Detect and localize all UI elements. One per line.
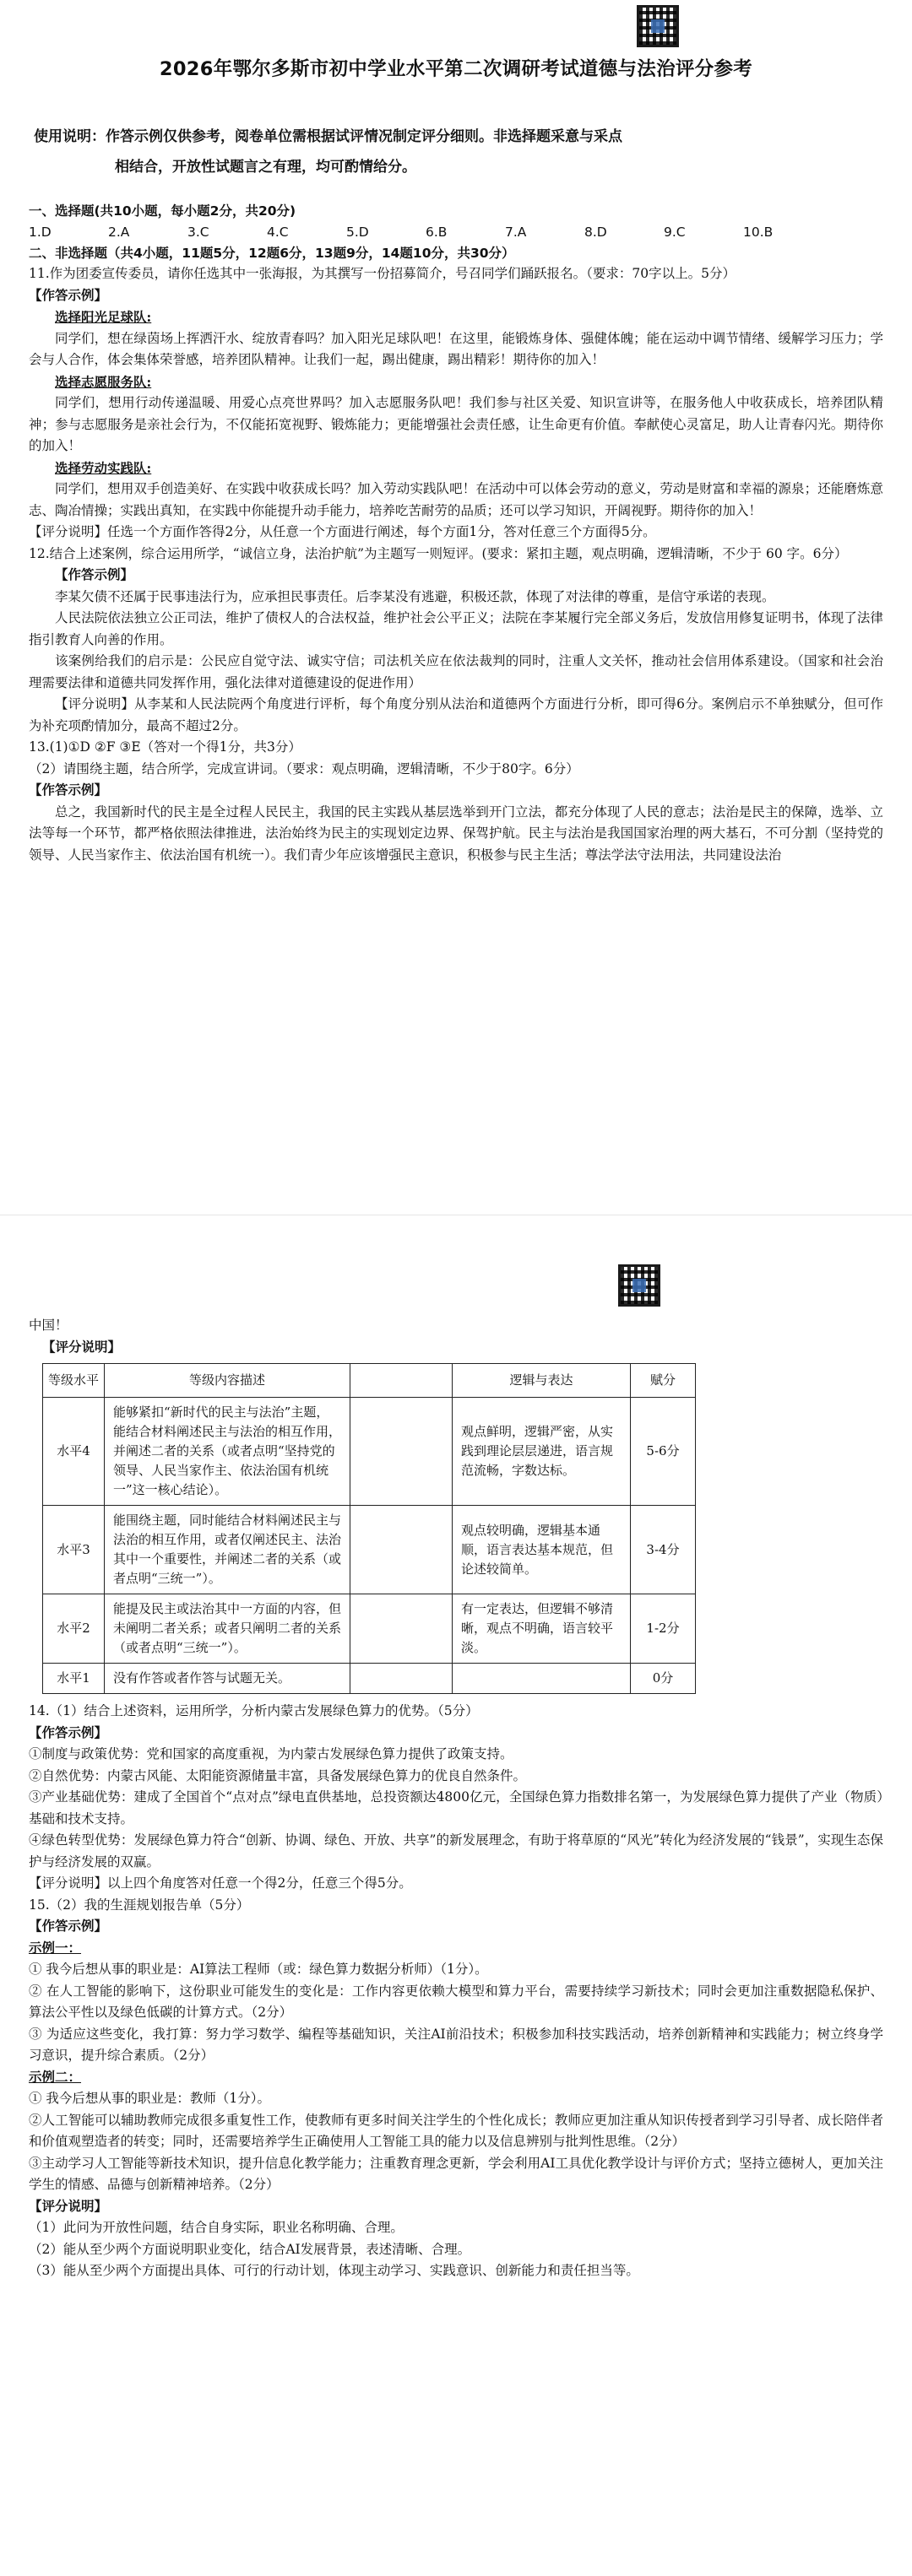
table-gap-cell: [350, 1364, 453, 1398]
option-title-football: 选择阳光足球队:: [55, 309, 152, 325]
example-2-item: ②人工智能可以辅助教师完成很多重复性工作，使教师有更多时间关注学生的个性化成长；教师应更加注重从知识传授者到学习引导者、成长陪伴者和价值观塑造者的转变；同时，还需要培养学生正确使用人工智能工具的能力以及信息辨别与批判性思维。（2分）: [29, 2112, 883, 2149]
example-1-item: ① 我今后想从事的职业是：AI算法工程师（或：绿色算力数据分析师）（1分）。: [29, 1962, 488, 1977]
choice-answers: [29, 221, 883, 243]
instruction-line: 使用说明：作答示例仅供参考，阅卷单位需根据试评情况制定评分细则。非选择题采意与采点: [34, 128, 622, 145]
question-13-part-1: 13.(1)①D ②F ③E（答对一个得1分，共3分）: [29, 739, 301, 755]
usage-instructions: [29, 122, 883, 182]
q12-paragraph: 人民法院依法独立公正司法，维护了债权人的合法权益，维护社会公平正义；法院在李某履行完全部义务后，发放信用修复证明书，体现了法律指引教育人向善的作用。: [29, 610, 883, 647]
final-scoring-item: （2）能从至少两个方面说明职业变化，结合AI发展背景，表述清晰、合理。: [29, 2241, 471, 2257]
q12-paragraph: 该案例给我们的启示是：公民应自觉守法、诚实守信；司法机关应在依法裁判的同时，注重人文关怀，推动社会信用体系建设。（国家和社会治理需要法律和道德共同发挥作用，强化法律对道德建设的促进作用）: [29, 653, 883, 690]
example-1-title: 示例一：: [29, 1940, 82, 1956]
table-row: [43, 1594, 696, 1664]
question-12: 12.结合上述案例，综合运用所学，“诚信立身，法治护航”为主题写一则短评。(要求：紧扣主题，观点明确，逻辑清晰，不少于 60 字。6分）: [29, 545, 848, 561]
example-1-item: ② 在人工智能的影响下，这份职业可能发生的变化是：工作内容更依赖大模型和算力平台，需要持续学习新技术；同时会更加注重数据隐私保护、算法公平性以及绿色低碳的计算方式。（2分）: [29, 1983, 883, 2020]
qr-code-icon: [637, 5, 679, 47]
example-label: 【作答示例】: [29, 287, 108, 303]
q14-scoring-note: 【评分说明】以上四个角度答对任意一个得2分，任意三个得5分。: [29, 1875, 412, 1891]
answer-item: 10.B: [743, 225, 774, 240]
answer-item: 5.D: [346, 225, 369, 240]
score-cell: 1-2分: [631, 1594, 696, 1664]
instruction-line: 相结合，开放性试题言之有理，均可酌情给分。: [115, 159, 416, 176]
level-cell: 水平3: [43, 1506, 105, 1594]
logic-cell: 观点鲜明，逻辑严密，从实践到理论层层递进，语言规范流畅，字数达标。: [453, 1398, 631, 1506]
table-header-cell: 赋分: [631, 1364, 696, 1398]
question-15: 15.（2）我的生涯规划报告单（5分）: [29, 1897, 250, 1913]
table-header-row: [43, 1364, 696, 1398]
example-label: 【作答示例】: [29, 782, 108, 798]
level-cell: 水平1: [43, 1664, 105, 1694]
answer-item: 3.C: [187, 225, 209, 240]
answer-item: 7.A: [505, 225, 527, 240]
answer-item: 8.D: [584, 225, 607, 240]
table-row: [43, 1506, 696, 1594]
q14-item: ③产业基础优势：建成了全国首个“点对点”绿电直供基地，总投资额达4800亿元，全国绿色算力指数排名第一，为发展绿色算力提供了产业（物质）基础和技术支持。: [29, 1789, 883, 1826]
example-label: 【作答示例】: [29, 1724, 108, 1740]
answer-item: 1.D: [29, 225, 52, 240]
desc-cell: 没有作答或者作答与试题无关。: [105, 1664, 350, 1694]
desc-cell: 能围绕主题，同时能结合材料阐述民主与法治的相互作用，或者仅阐述民主、法治其中一个重要性，并阐述二者的关系（或者点明“三统一”）。: [105, 1506, 350, 1594]
section-1-title: 一、选择题(共10小题，每小题2分，共20分): [29, 203, 296, 219]
question-13-part-2: （2）请围绕主题，结合所学，完成宣讲词。（要求：观点明确，逻辑清晰，不少于80字。6分）: [29, 760, 579, 777]
rubric-table: [42, 1363, 696, 1694]
example-2-item: ① 我今后想从事的职业是：教师（1分）。: [29, 2091, 271, 2106]
table-header-cell: 等级水平: [43, 1364, 105, 1398]
answer-item: 2.A: [108, 225, 130, 240]
q12-scoring-note: 【评分说明】从李某和人民法院两个角度进行评析，每个角度分别从法治和道德两个方面进行分析，即可得6分。案例启示不单独赋分，但可作为补充项酌情加分，最高不超过2分。: [29, 696, 883, 733]
section-2-title: 二、非选择题（共4小题，11题5分，12题6分，13题9分，14题10分，共30分）: [29, 246, 515, 261]
page-two: [0, 1215, 912, 2576]
answer-item: 4.C: [267, 225, 289, 240]
desc-cell: 能够紧扣“新时代的民主与法治”主题，能结合材料阐述民主与法治的相互作用，并阐述二者的关系（或者点明“坚持党的领导、人民当家作主、依法治国有机统一”这一核心结论）。: [105, 1398, 350, 1506]
score-cell: 3-4分: [631, 1506, 696, 1594]
logic-cell: [453, 1664, 631, 1694]
logic-cell: 有一定表达，但逻辑不够清晰，观点不明确，语言较平淡。: [453, 1594, 631, 1664]
option-title-labor: 选择劳动实践队:: [55, 459, 152, 476]
table-row: [43, 1398, 696, 1506]
logic-cell: 观点较明确，逻辑基本通顺，语言表达基本规范，但论述较简单。: [453, 1506, 631, 1594]
example-2-item: ③主动学习人工智能等新技术知识，提升信息化教学能力；注重教育理念更新，学会利用AI工具优化教学设计与评价方式；坚持立德树人，更加关注学生的情感、品德与创新精神培养。（2分）: [29, 2155, 883, 2192]
score-cell: 5-6分: [631, 1398, 696, 1506]
q13-answer-text: 总之，我国新时代的民主是全过程人民民主，我国的民主实践从基层选举到开门立法，都充分体现了人民的意志；法治是民主的保障，选举、立法等每一个环节，都严格依照法律推进，法治始终为民主的实现划定边界、保驾护航。民主与法治是我国国家治理的两大基石，不可分割（坚持党的领导、人民当家作主、依法治国有机统一）。我们青少年应该增强民主意识，积极参与民主生活；尊法学法守法用法，共同建设法治: [29, 804, 883, 863]
continued-text: 中国！: [29, 1318, 68, 1333]
q12-paragraph: 李某欠债不还属于民事违法行为，应承担民事责任。后李某没有逃避，积极还款，体现了对法律的尊重，是信守承诺的表现。: [55, 588, 775, 604]
table-gap-cell: [350, 1664, 453, 1694]
question-11: 11.作为团委宣传委员，请你任选其中一张海报，为其撰写一份招募简介，号召同学们踊跃报名。（要求：70字以上。5分）: [29, 266, 736, 281]
option-title-volunteer: 选择志愿服务队:: [55, 373, 152, 390]
answer-item: 6.B: [426, 225, 448, 240]
example-label: 【作答示例】: [55, 567, 134, 582]
rubric-label: 【评分说明】: [42, 1339, 122, 1355]
desc-cell: 能提及民主或法治其中一方面的内容，但未阐明二者关系；或者只阐明二者的关系（或者点明“三统一”）。: [105, 1594, 350, 1664]
qr-code-icon: [618, 1264, 660, 1307]
table-header-cell: 等级内容描述: [105, 1364, 350, 1398]
score-cell: 0分: [631, 1664, 696, 1694]
table-gap-cell: [350, 1594, 453, 1664]
option-text-football: 同学们，想在绿茵场上挥洒汗水、绽放青春吗？加入阳光足球队吧！在这里，能锻炼身体、强健体魄；能在运动中调节情绪、缓解学习压力；学会与人合作，体会集体荣誉感，培养团队精神。让我们一起，踢出健康，踢出精彩！期待你的加入！: [29, 330, 883, 367]
final-scoring-item: （1）此问为开放性问题，结合自身实际，职业名称明确、合理。: [29, 2220, 404, 2235]
example-label: 【作答示例】: [29, 1918, 108, 1934]
question-14: 14.（1）结合上述资料，运用所学，分析内蒙古发展绿色算力的优势。（5分）: [29, 1703, 479, 1718]
option-text-labor: 同学们，想用双手创造美好、在实践中收获成长吗？加入劳动实践队吧！在活动中可以体会劳动的意义，劳动是财富和幸福的源泉；还能磨炼意志、陶冶情操；实践出真知，在实践中你能提升动手能力，培养吃苦耐劳的品质；还可以学习知识，开阔视野。期待你的加入！: [29, 481, 883, 518]
final-scoring-label: 【评分说明】: [29, 2198, 108, 2214]
table-gap-cell: [350, 1506, 453, 1594]
table-row: [43, 1664, 696, 1694]
q14-item: ④绿色转型优势：发展绿色算力符合“创新、协调、绿色、开放、共享”的新发展理念，有助于将草原的“风光”转化为经济发展的“钱景”，实现生态保护与经济发展的双赢。: [29, 1832, 883, 1870]
answer-item: 9.C: [664, 225, 686, 240]
page-one: [0, 0, 912, 1215]
table-header-cell: 逻辑与表达: [453, 1364, 631, 1398]
level-cell: 水平4: [43, 1398, 105, 1506]
table-gap-cell: [350, 1398, 453, 1506]
final-scoring-item: （3）能从至少两个方面提出具体、可行的行动计划，体现主动学习、实践意识、创新能力和责任担当等。: [29, 2263, 639, 2278]
example-2-title: 示例二：: [29, 2069, 82, 2085]
q11-scoring-note: 【评分说明】任选一个方面作答得2分，从任意一个方面进行阐述，每个方面1分，答对任意三个方面得5分。: [29, 524, 656, 539]
example-1-item: ③ 为适应这些变化，我打算：努力学习数学、编程等基础知识，关注AI前沿技术；积极参加科技实践活动，培养创新精神和实践能力；树立终身学习意识，提升综合素质。（2分）: [29, 2026, 883, 2063]
level-cell: 水平2: [43, 1594, 105, 1664]
q14-item: ②自然优势：内蒙古风能、太阳能资源储量丰富，具备发展绿色算力的优良自然条件。: [29, 1767, 527, 1783]
q14-item: ①制度与政策优势：党和国家的高度重视，为内蒙古发展绿色算力提供了政策支持。: [29, 1746, 513, 1762]
document-title: 2026年鄂尔多斯市初中学业水平第二次调研考试道德与法治评分参考: [159, 58, 753, 80]
option-text-volunteer: 同学们，想用行动传递温暖、用爱心点亮世界吗？加入志愿服务队吧！我们参与社区关爱、知识宣讲等，在服务他人中收获成长，培养团队精神；参与志愿服务是亲社会行为，不仅能拓宽视野、锻炼能力；更能增强社会责任感，让生命更有价值。奉献使心灵富足，助人让青春闪光。期待你的加入！: [29, 395, 883, 453]
